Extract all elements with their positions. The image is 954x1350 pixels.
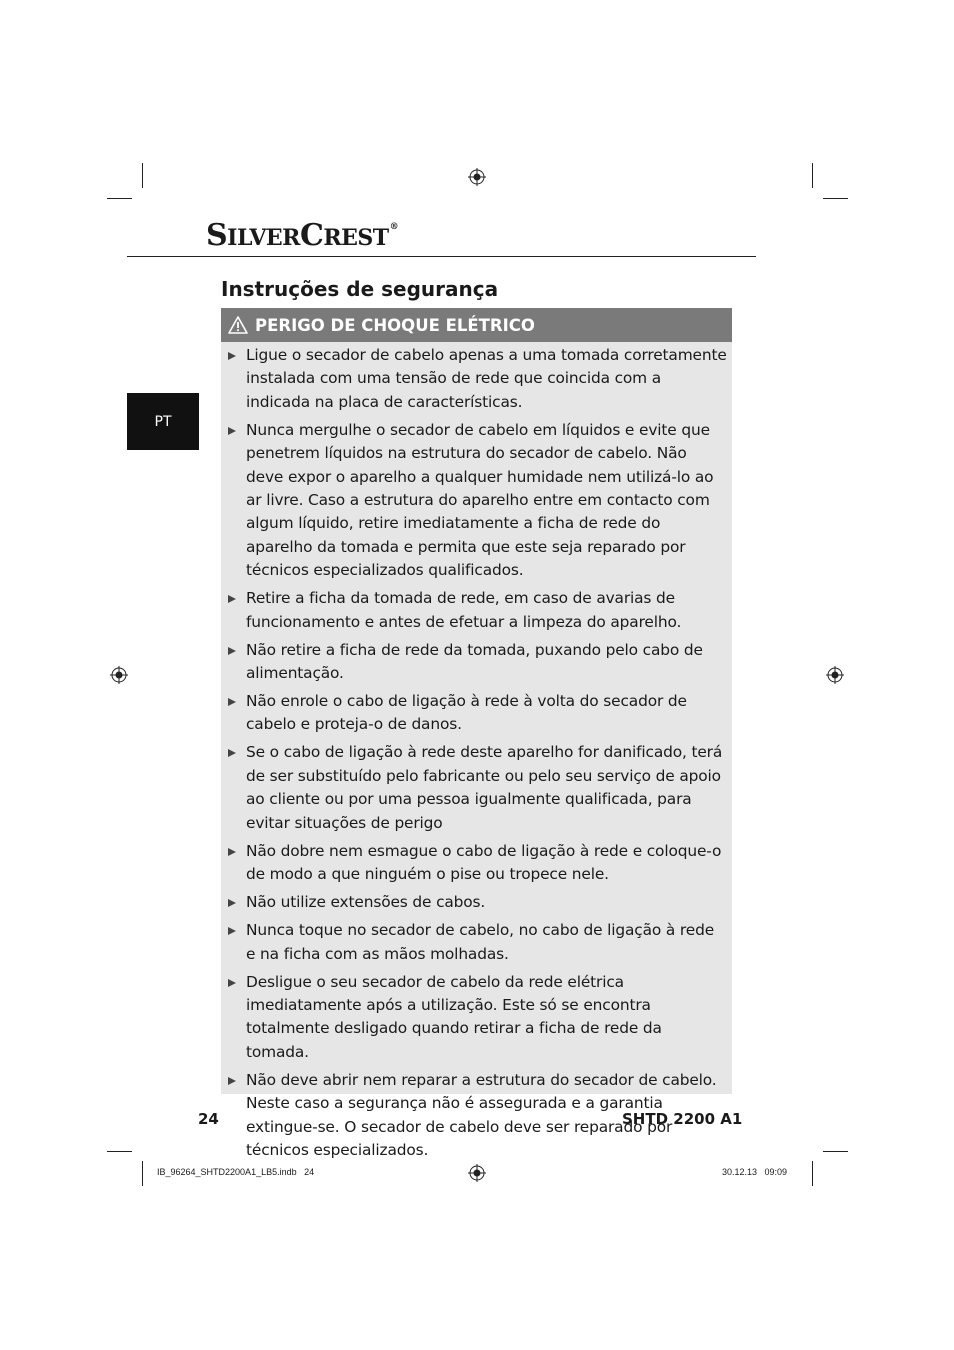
language-tab-label: PT [154,413,172,430]
bullet-arrow-icon [228,1077,236,1085]
crop-mark [823,198,848,199]
warning-triangle-icon [228,316,248,334]
bullet-arrow-icon [228,979,236,987]
safety-list [221,344,732,1167]
language-tab [127,393,199,450]
bullet-arrow-icon [228,427,236,435]
crop-mark [812,163,813,188]
list-item [221,690,732,737]
model-name: SHTD 2200 A1 [622,1110,743,1128]
list-item-text: Não enrole o cabo de ligação à rede à volta do secador de cabelo e proteja-o de danos. [246,692,687,734]
brand-logo: SILVERCREST® [206,218,399,253]
header-rule [127,256,756,257]
list-item [221,919,732,966]
page-number: 24 [198,1110,219,1128]
crop-mark [823,1151,848,1152]
bullet-arrow-icon [228,899,236,907]
list-item [221,971,732,1065]
registration-mark-icon [468,168,486,186]
registration-mark-icon [110,666,128,684]
list-item-text: Ligue o secador de cabelo apenas a uma tomada corretamente instalada com uma tensão de rede que coincida com a indicada na placa de características. [246,346,727,411]
list-item-text: Retire a ficha da tomada de rede, em caso de avarias de funcionamento e antes de efetuar a limpeza do aparelho. [246,589,682,631]
list-item-text: Não deve abrir nem reparar a estrutura do secador de cabelo. Neste caso a segurança não é assegurada e a garantia extingue-se. O secador de cabelo deve ser reparado por técnicos especializados. [246,1070,717,1159]
list-item [221,741,732,835]
list-item [221,891,732,914]
crop-mark [107,198,132,199]
bullet-arrow-icon [228,595,236,603]
list-item-text: Desligue o seu secador de cabelo da rede elétrica imediatamente após a utilização. Este só se encontra totalmente desligado quando retirar a ficha de rede da tomada. [246,972,662,1061]
warning-header [221,308,732,342]
crop-mark [812,1161,813,1186]
list-item [221,419,732,583]
crop-mark [142,1161,143,1186]
date-time: 30.12.13 09:09 [722,1167,788,1177]
page-title: Instruções de segurança [221,277,499,301]
bullet-arrow-icon [228,647,236,655]
list-item [221,344,732,414]
registration-mark-icon [826,666,844,684]
crop-mark [142,163,143,188]
file-info: IB_96264_SHTD2200A1_LB5.indb 24 [157,1167,315,1177]
list-item-text: Não retire a ficha de rede da tomada, puxando pelo cabo de alimentação. [246,640,703,683]
crop-mark [107,1151,132,1152]
list-item-text: Não dobre nem esmague o cabo de ligação à rede e coloque-o de modo a que ninguém o pise ou tropece nele. [246,841,722,884]
list-item-text: Não utilize extensões de cabos. [246,893,486,912]
bullet-arrow-icon [228,848,236,856]
bullet-arrow-icon [228,749,236,757]
bullet-arrow-icon [228,352,236,360]
list-item [221,587,732,634]
list-item-text: Se o cabo de ligação à rede deste aparelho for danificado, terá de ser substituído pelo fabricante ou pelo seu serviço de apoio ao cliente ou por uma pessoa igualmente qualificada, para evitar situações de perigo [246,743,723,832]
list-item [221,639,732,686]
list-item [221,840,732,887]
bullet-arrow-icon [228,698,236,706]
warning-label: PERIGO DE CHOQUE ELÉTRICO [255,315,535,335]
list-item-text: Nunca toque no secador de cabelo, no cabo de ligação à rede e na ficha com as mãos molhadas. [246,921,715,963]
bullet-arrow-icon [228,927,236,935]
list-item-text: Nunca mergulhe o secador de cabelo em líquidos e evite que penetrem líquidos na estrutura do secador de cabelo. Não deve expor o aparelho a qualquer humidade nem utilizá-lo ao ar livre. Caso a estrutura do aparelho entre em contacto com algum líquido, retire imediatamente a ficha de rede do aparelho da tomada e permita que este seja reparado por técnicos especializados qualificados. [246,420,714,580]
